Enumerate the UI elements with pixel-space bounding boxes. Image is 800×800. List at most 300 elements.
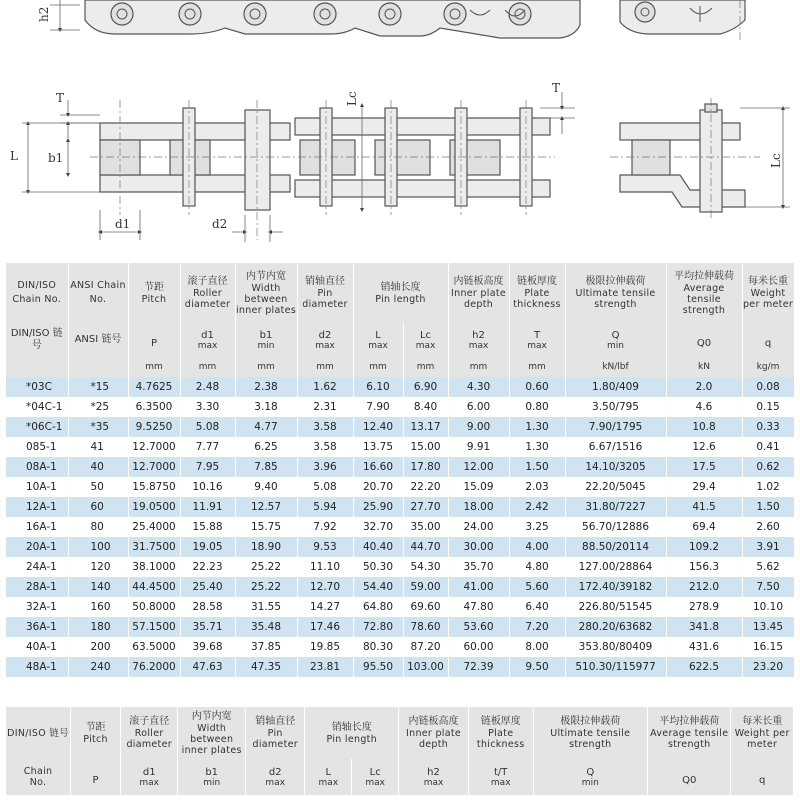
table-cell: 1.50 [509, 457, 565, 477]
chain-side-view [37, 0, 745, 40]
table-cell: 39.68 [180, 637, 235, 657]
chain-spec-rows [6, 377, 794, 677]
table-cell: 3.25 [509, 517, 565, 537]
table-cell: 27.70 [403, 497, 448, 517]
col-plate-depth-header [448, 263, 509, 323]
col-ansi-cn [68, 323, 128, 357]
table-cell: 212.0 [666, 577, 742, 597]
t2-sym-t [468, 759, 533, 795]
t2-sym-lc-label: Lc [369, 766, 381, 778]
table-cell: 12.7000 [128, 457, 180, 477]
table-cell: 2.03 [509, 477, 565, 497]
unit-pitch: mm [128, 357, 180, 377]
table-cell: 6.40 [509, 597, 565, 617]
t2-col-pin-length-cn: 销轴长度 [331, 721, 372, 733]
t2-col-average-header [648, 707, 731, 759]
col-plate-thickness-header [509, 263, 565, 323]
unit-lc: mm [403, 357, 448, 377]
dim-label-t-top: T [56, 91, 65, 105]
table-cell: 47.63 [180, 657, 235, 677]
table-cell: 156.3 [666, 557, 742, 577]
col-plate-thickness-cn: 链板厚度 [517, 276, 558, 287]
unit-h2: mm [448, 357, 509, 377]
table-cell: 0.15 [742, 397, 794, 417]
t2-col-roller-en: Roller diameter [126, 728, 172, 750]
t2-col-pin-length-en: Pin length [326, 733, 378, 745]
table-cell: 226.80/51545 [565, 597, 666, 617]
t2-col-ultimate-header [533, 707, 648, 759]
table-cell: 127.00/28864 [565, 557, 666, 577]
table-cell: 24.00 [448, 517, 509, 537]
col-plate-depth-en: Inner plate depth [451, 288, 506, 310]
table-cell: 35.48 [235, 617, 297, 637]
table-cell: 3.50/795 [565, 397, 666, 417]
table-row [6, 397, 794, 417]
sym-l [353, 323, 403, 357]
table-cell: 140 [68, 577, 128, 597]
sym-q-label: Q [611, 329, 620, 341]
col-ansi-label: ANSI Chain No. [70, 280, 126, 305]
table-cell: 19.05 [180, 537, 235, 557]
table-cell: 32A-1 [6, 597, 68, 617]
t2-chain-no [6, 759, 71, 795]
table-cell: 085-1 [6, 437, 68, 457]
t2-col-pitch-cn: 节距 [85, 721, 106, 733]
table-cell: 160 [68, 597, 128, 617]
table-cell: 11.10 [297, 557, 353, 577]
t2-col-weight-header [731, 707, 794, 759]
col-pin-length-header [353, 263, 448, 323]
t2-sym-weight-q-label: q [759, 774, 766, 786]
table-cell: 7.90 [353, 397, 403, 417]
t2-col-plate-thickness-en: Plate thickness [476, 728, 525, 750]
table-cell: 2.42 [509, 497, 565, 517]
table-cell: 5.08 [297, 477, 353, 497]
table-cell: 53.60 [448, 617, 509, 637]
table-cell: 5.94 [297, 497, 353, 517]
t2-col-pin-diameter-header [246, 707, 305, 759]
table-cell: 56.70/12886 [565, 517, 666, 537]
table-cell: 5.08 [180, 417, 235, 437]
table-cell: 7.92 [297, 517, 353, 537]
unit-blank-2 [68, 357, 128, 377]
col-ultimate-cn: 极限拉伸载荷 [585, 276, 646, 287]
table-cell: 40A-1 [6, 637, 68, 657]
t2-col-roller-cn: 滚子直径 [129, 716, 170, 727]
dim-label-lc-end: Lc [769, 153, 783, 168]
t2-sym-q0-label: Q0 [682, 774, 697, 786]
table-cell: 0.41 [742, 437, 794, 457]
sym-l-max: max [368, 340, 388, 351]
t2-sym-l [305, 759, 352, 795]
table-cell: 19.85 [297, 637, 353, 657]
table-cell: 3.91 [742, 537, 794, 557]
t2-col-plate-depth-cn: 内链板高度 [408, 716, 459, 727]
t2-col-din-header [6, 707, 71, 759]
col-pitch-cn: 节距 [144, 281, 164, 293]
col-width-cn: 内节内宽 [246, 270, 286, 282]
table-cell: 72.39 [448, 657, 509, 677]
col-pin-diameter-cn: 销轴直径 [305, 276, 345, 287]
table-cell: 278.9 [666, 597, 742, 617]
table-cell: 15.00 [403, 437, 448, 457]
sym-q-min: min [607, 340, 624, 351]
table-cell: 76.2000 [128, 657, 180, 677]
table-cell: 28A-1 [6, 577, 68, 597]
table-cell: 50 [68, 477, 128, 497]
table2-header-row-symbols [6, 759, 794, 795]
table-cell: 6.67/1516 [565, 437, 666, 457]
t2-col-pitch-header [71, 707, 121, 759]
table-cell: 38.1000 [128, 557, 180, 577]
t2-sym-d1 [121, 759, 178, 795]
t2-sym-h2 [399, 759, 469, 795]
col-ultimate-en: Ultimate tensile strength [575, 288, 656, 310]
table-cell: *06C-1 [6, 417, 68, 437]
t2-sym-p-label: P [92, 774, 99, 786]
table-cell: 16.15 [742, 637, 794, 657]
t2-sym-b1 [178, 759, 246, 795]
table-row [6, 637, 794, 657]
table-cell: 57.1500 [128, 617, 180, 637]
table-cell: 16A-1 [6, 517, 68, 537]
table-cell: 8.40 [403, 397, 448, 417]
col-average-cn: 平均拉伸载荷 [674, 270, 735, 282]
table-cell: 3.96 [297, 457, 353, 477]
t2-col-ultimate-cn: 极限拉伸载荷 [560, 716, 621, 727]
dim-label-d2: d2 [212, 217, 228, 231]
col-average-en: Average tensile strength [682, 282, 726, 316]
sym-d1-label: d1 [201, 329, 214, 341]
table-cell: *25 [68, 397, 128, 417]
table-cell: 15.88 [180, 517, 235, 537]
table-cell: *04C-1 [6, 397, 68, 417]
t2-col-plate-depth-header [399, 707, 469, 759]
table-cell: 4.30 [448, 377, 509, 397]
table-cell: 15.8750 [128, 477, 180, 497]
header-row-names [6, 263, 794, 323]
t2-sym-t-max: max [490, 777, 511, 788]
table-cell: 25.22 [235, 577, 297, 597]
t2-col-pin-diameter-cn: 销轴直径 [255, 716, 296, 727]
t2-sym-l-label: L [325, 766, 332, 778]
table-cell: 25.90 [353, 497, 403, 517]
table-cell: 14.10/3205 [565, 457, 666, 477]
t2-sym-b1-min: min [203, 777, 221, 788]
col-width-header [235, 263, 297, 323]
col-plate-depth-cn: 内链板高度 [453, 276, 504, 287]
table-cell: 22.20/5045 [565, 477, 666, 497]
table-cell: 7.77 [180, 437, 235, 457]
sym-p [128, 323, 180, 357]
table-cell: 6.00 [448, 397, 509, 417]
table-cell: 59.00 [403, 577, 448, 597]
table-cell: 4.7625 [128, 377, 180, 397]
col-weight-en: Weight per meter [742, 288, 794, 310]
table-cell: *03C [6, 377, 68, 397]
t2-col-width-header [178, 707, 246, 759]
sym-b1-label: b1 [259, 329, 273, 341]
table-cell: 36A-1 [6, 617, 68, 637]
t2-sym-q-label: Q [586, 766, 595, 778]
table-cell: 0.33 [742, 417, 794, 437]
table2-header-row-names [6, 707, 794, 759]
table-cell: 10A-1 [6, 477, 68, 497]
table-cell: 20.70 [353, 477, 403, 497]
col-pin-length-cn: 销轴长度 [380, 281, 421, 293]
sym-l-label: L [375, 329, 381, 341]
table-cell: 7.95 [180, 457, 235, 477]
table-cell: 41.00 [448, 577, 509, 597]
chain-technical-drawing [0, 0, 800, 258]
table-cell: 60 [68, 497, 128, 517]
table-cell: 341.8 [666, 617, 742, 637]
t2-col-pitch-en: Pitch [83, 733, 108, 745]
table-cell: 87.20 [403, 637, 448, 657]
table-cell: 47.80 [448, 597, 509, 617]
table-cell: 12.70 [297, 577, 353, 597]
table-cell: 32.70 [353, 517, 403, 537]
t2-sym-d1-max: max [139, 777, 159, 788]
table-cell: 280.20/63682 [565, 617, 666, 637]
col-plate-thickness-en: Plate thickness [513, 288, 561, 310]
table-cell: 1.62 [297, 377, 353, 397]
t2-sym-q-min: min [581, 777, 599, 788]
table-cell: 7.20 [509, 617, 565, 637]
table-cell: 35.70 [448, 557, 509, 577]
table-cell: 69.60 [403, 597, 448, 617]
col-ultimate-header [565, 263, 666, 323]
table-cell: 1.80/409 [565, 377, 666, 397]
chain-spec-table-2 [6, 707, 794, 795]
table-cell: 0.60 [509, 377, 565, 397]
t2-sym-q0 [648, 759, 731, 795]
sym-t-max: max [527, 340, 547, 351]
table-cell: 25.22 [235, 557, 297, 577]
table-cell: 63.5000 [128, 637, 180, 657]
table-cell: 64.80 [353, 597, 403, 617]
col-roller-header [180, 263, 235, 323]
unit-blank-1 [6, 357, 68, 377]
table-cell: 14.27 [297, 597, 353, 617]
t2-sym-t-label: t/T [494, 766, 508, 778]
t2-col-width-en: Width between inner plates [181, 722, 242, 756]
table-row [6, 617, 794, 637]
table-cell: 31.7500 [128, 537, 180, 557]
table-row [6, 497, 794, 517]
table-cell: 29.4 [666, 477, 742, 497]
table-cell: 95.50 [353, 657, 403, 677]
col-roller-en: Roller diameter [184, 288, 231, 310]
table-cell: 2.38 [235, 377, 297, 397]
sym-lc [403, 323, 448, 357]
sym-q0-label: Q0 [696, 337, 712, 349]
sym-d1 [180, 323, 235, 357]
table-row [6, 597, 794, 617]
col-din-label: DIN/ISO Chain No. [12, 280, 62, 305]
table-cell: 12.57 [235, 497, 297, 517]
table-cell: 25.40 [180, 577, 235, 597]
table-cell: 5.60 [509, 577, 565, 597]
table-cell: 88.50/20114 [565, 537, 666, 557]
t2-sym-p [71, 759, 121, 795]
table-cell: 180 [68, 617, 128, 637]
sym-d2-max: max [315, 340, 335, 351]
table-cell: 80.30 [353, 637, 403, 657]
table-cell: 353.80/80409 [565, 637, 666, 657]
table-cell: *15 [68, 377, 128, 397]
table-cell: 622.5 [666, 657, 742, 677]
unit-l: mm [353, 357, 403, 377]
sym-weight-q [742, 323, 794, 357]
t2-sym-d2 [246, 759, 305, 795]
sym-h2-max: max [468, 340, 489, 351]
table-cell: 3.30 [180, 397, 235, 417]
unit-d1: mm [180, 357, 235, 377]
t2-col-pin-length-header [305, 707, 399, 759]
table-cell: 7.50 [742, 577, 794, 597]
sym-d2 [297, 323, 353, 357]
table-cell: 3.58 [297, 437, 353, 457]
table-cell: 23.20 [742, 657, 794, 677]
table-cell: 31.80/7227 [565, 497, 666, 517]
table-cell: 13.17 [403, 417, 448, 437]
sym-h2 [448, 323, 509, 357]
table-cell: 172.40/39182 [565, 577, 666, 597]
col-din-header [6, 263, 68, 323]
sym-b1 [235, 323, 297, 357]
t2-col-plate-thickness-cn: 链板厚度 [480, 716, 521, 727]
table-cell: 5.62 [742, 557, 794, 577]
table-cell: 78.60 [403, 617, 448, 637]
unit-t: mm [509, 357, 565, 377]
table-cell: 1.30 [509, 437, 565, 457]
table-cell: 4.80 [509, 557, 565, 577]
table-cell: 48A-1 [6, 657, 68, 677]
table-cell: 103.00 [403, 657, 448, 677]
table-cell: 40 [68, 457, 128, 477]
table-cell: 22.23 [180, 557, 235, 577]
col-pin-diameter-header [297, 263, 353, 323]
table-cell: 22.20 [403, 477, 448, 497]
table-cell: 24A-1 [6, 557, 68, 577]
table-cell: 13.45 [742, 617, 794, 637]
table-cell: 6.3500 [128, 397, 180, 417]
table-cell: 31.55 [235, 597, 297, 617]
col-average-header [666, 263, 742, 323]
table-cell: 28.58 [180, 597, 235, 617]
header-row-units [6, 357, 794, 377]
table-cell: 20A-1 [6, 537, 68, 557]
table-row [6, 517, 794, 537]
t2-no-label: No. [29, 777, 47, 788]
table-cell: 100 [68, 537, 128, 557]
table-cell: 10.8 [666, 417, 742, 437]
chain-spec-table [6, 263, 795, 677]
table-cell: 7.85 [235, 457, 297, 477]
table-cell: 44.4500 [128, 577, 180, 597]
t2-sym-d1-label: d1 [142, 766, 156, 778]
t2-sym-b1-label: b1 [205, 766, 219, 778]
table-cell: 47.35 [235, 657, 297, 677]
table-cell: 240 [68, 657, 128, 677]
t2-col-weight-cn: 每米长重 [742, 716, 783, 727]
table-cell: 0.08 [742, 377, 794, 397]
table-row [6, 457, 794, 477]
col-ansi-header [68, 263, 128, 323]
table-cell: 109.2 [666, 537, 742, 557]
table-cell: 1.02 [742, 477, 794, 497]
t2-sym-d2-max: max [265, 777, 286, 788]
header-row-symbols [6, 323, 794, 357]
table-cell: 4.6 [666, 397, 742, 417]
sym-q0 [666, 323, 742, 357]
table-cell: 9.91 [448, 437, 509, 457]
sym-lc-max: max [415, 340, 436, 351]
table-cell: 12.7000 [128, 437, 180, 457]
dim-label-h2: h2 [37, 6, 51, 22]
col-din-cn-label: DIN/ISO 链号 [10, 328, 63, 351]
unit-b1: mm [235, 357, 297, 377]
col-ansi-cn-label: ANSI 链号 [74, 334, 122, 345]
table-cell: 35.00 [403, 517, 448, 537]
table-cell: 9.50 [509, 657, 565, 677]
table-row [6, 577, 794, 597]
t2-sym-lc [352, 759, 399, 795]
dim-label-t-right: T [552, 81, 561, 95]
col-width-en: Width between inner plates [235, 282, 297, 316]
table-row [6, 417, 794, 437]
table-cell: 35.71 [180, 617, 235, 637]
table-cell: 19.0500 [128, 497, 180, 517]
table-row [6, 437, 794, 457]
table-cell: 10.16 [180, 477, 235, 497]
unit-d2: mm [297, 357, 353, 377]
table-cell: 13.75 [353, 437, 403, 457]
col-weight-cn: 每米长重 [748, 276, 789, 287]
dim-label-d1: d1 [115, 217, 131, 231]
t2-col-ultimate-en: Ultimate tensile strength [550, 728, 631, 750]
table-cell: 41.5 [666, 497, 742, 517]
t2-col-pin-diameter-en: Pin diameter [252, 728, 298, 750]
table-cell: 12A-1 [6, 497, 68, 517]
sym-q [565, 323, 666, 357]
col-pitch-en: Pitch [141, 293, 167, 305]
table-cell: 4.00 [509, 537, 565, 557]
table-cell: 12.00 [448, 457, 509, 477]
table-cell: 9.5250 [128, 417, 180, 437]
table-row [6, 377, 794, 397]
table-cell: 120 [68, 557, 128, 577]
sym-p-label: P [150, 337, 158, 349]
sym-h2-label: h2 [472, 329, 485, 341]
table-cell: 23.81 [297, 657, 353, 677]
table-cell: 9.53 [297, 537, 353, 557]
table-cell: 7.90/1795 [565, 417, 666, 437]
table-cell: 2.0 [666, 377, 742, 397]
table-cell: 6.10 [353, 377, 403, 397]
table-cell: 1.50 [742, 497, 794, 517]
t2-col-plate-thickness-header [468, 707, 533, 759]
table-cell: 6.25 [235, 437, 297, 457]
t2-col-average-cn: 平均拉伸载荷 [659, 716, 720, 727]
table-cell: 54.30 [403, 557, 448, 577]
table-cell: 2.31 [297, 397, 353, 417]
table-cell: 1.30 [509, 417, 565, 437]
table-cell: 37.85 [235, 637, 297, 657]
col-pin-diameter-en: Pin diameter [302, 288, 348, 310]
table-cell: 6.90 [403, 377, 448, 397]
